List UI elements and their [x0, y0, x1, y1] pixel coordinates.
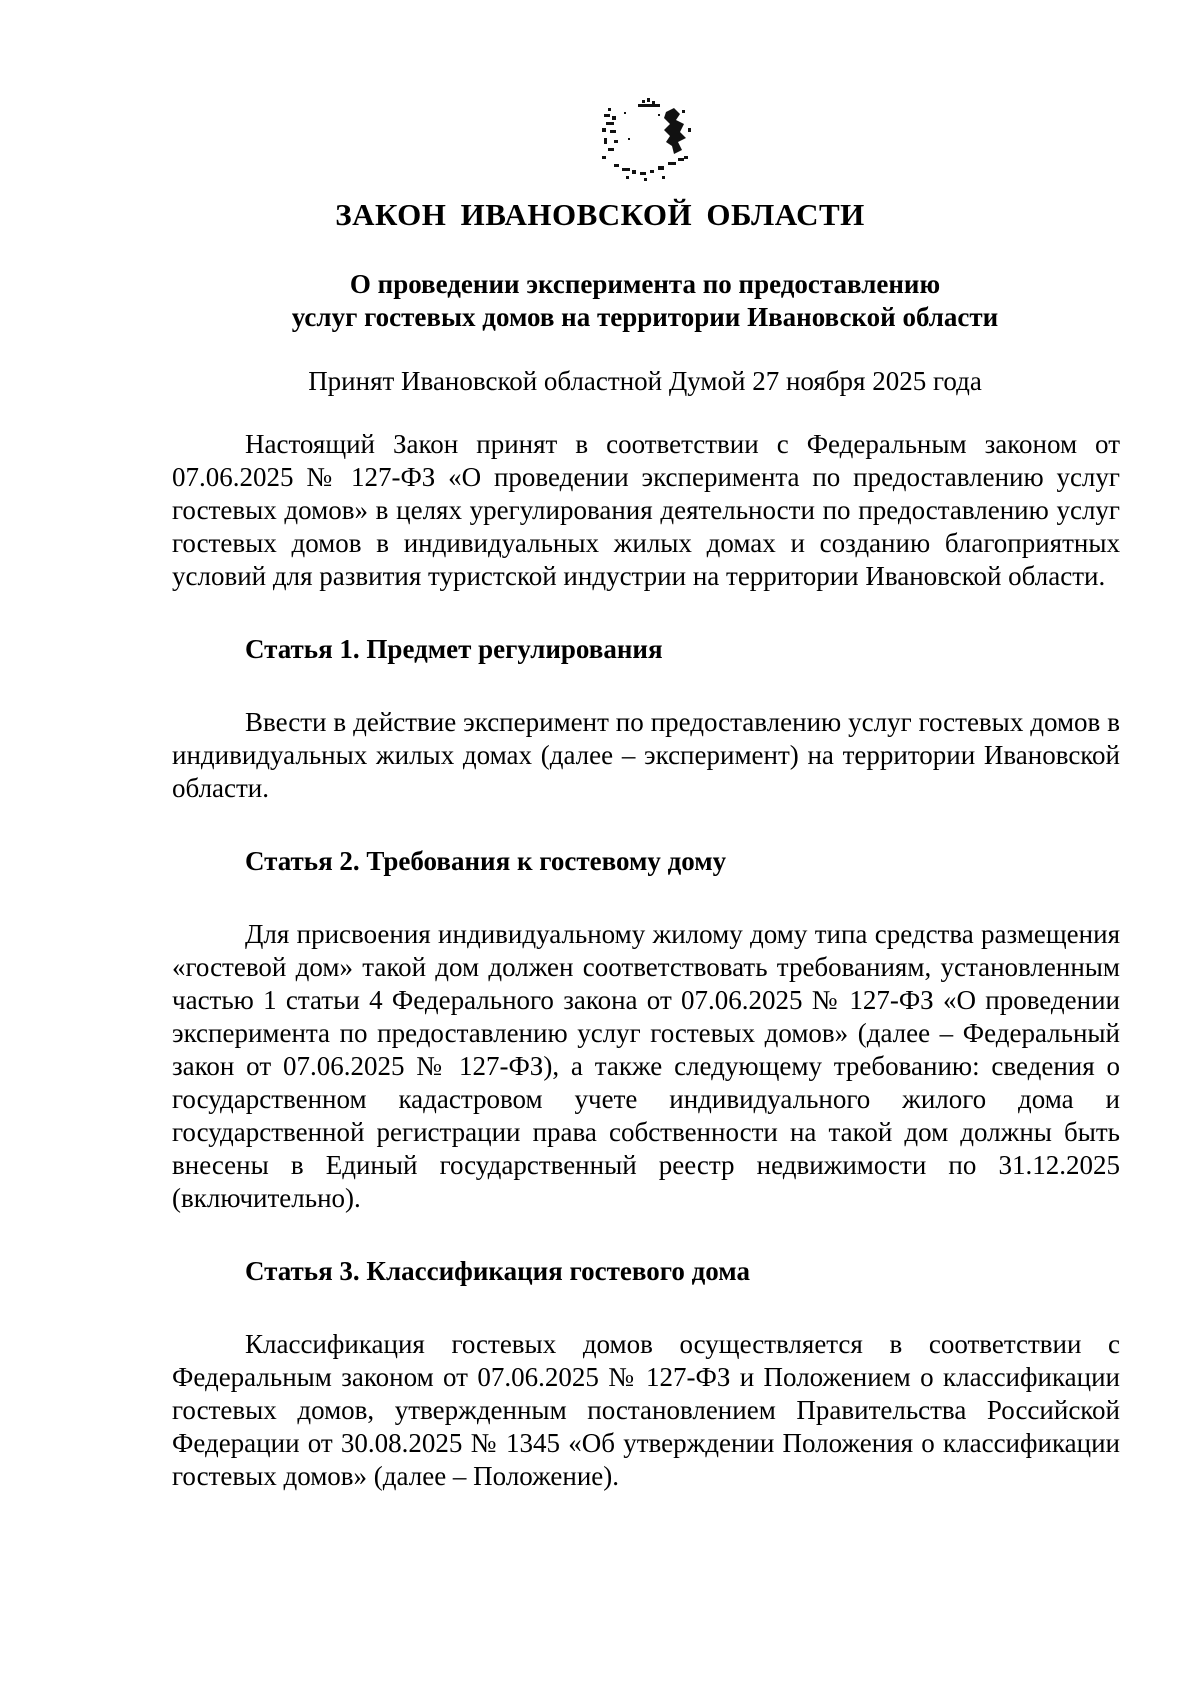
article-1-heading: Статья 1. Предмет регулирования — [245, 634, 663, 664]
document-type-heading: ЗАКОН ИВАНОВСКОЙ ОБЛАСТИ — [335, 197, 865, 232]
article-3-heading: Статья 3. Классификация гостевого дома — [245, 1256, 750, 1286]
coat-of-arms-emblem-icon — [600, 98, 696, 184]
document-title-line-1: О проведении эксперимента по предоставлению — [349, 269, 941, 299]
article-2-text: Для присвоения индивидуальному жилому дому типа средства размещения «гостевой дом» такой дом должен соответствовать требованиям, установленным частью 1 статьи 4 Федерального закона от 07.06.2025 № 127-ФЗ «О проведении эксперимента по предоставлению услуг гостевых домов» (далее – Федеральный закон от 07.06.2025 № 127-ФЗ), а также следующему требованию: сведения о государственном кадастровом учете индивидуального жилого дома и государственной регистрации права собственности на такой дом должны быть внесены в Единый государственный реестр недвижимости по 31.12.2025 (включительно). — [172, 919, 1120, 1213]
document-title-line-2: услуг гостевых домов на территории Ивановской области — [291, 302, 999, 332]
document-body — [172, 428, 1120, 1493]
article-1-text: Ввести в действие эксперимент по предоставлению услуг гостевых домов в индивидуальных жилых домах (далее – эксперимент) на территории Ивановской области. — [172, 707, 1120, 803]
article-3-text: Классификация гостевых домов осуществляется в соответствии с Федеральным законом от 07.06.2025 № 127-ФЗ и Положением о классификации гостевых домов, утвержденным постановлением Правительства Российской Федерации от 30.08.2025 № 1345 «Об утверждении Положения о классификации гостевых домов» (далее – Положение). — [172, 1329, 1120, 1491]
article-2-heading: Статья 2. Требования к гостевому дому — [245, 846, 727, 876]
adoption-statement: Принят Ивановской областной Думой 27 ноября 2025 года — [308, 366, 982, 396]
document-title — [140, 268, 1150, 334]
preamble-paragraph: Настоящий Закон принят в соответствии с Федеральным законом от 07.06.2025 № 127-ФЗ «О проведении эксперимента по предоставлению услуг гостевых домов» в целях урегулирования деятельности по предоставлению услуг гостевых домов в индивидуальных жилых домах и созданию благоприятных условий для развития туристской индустрии на территории Ивановской области. — [172, 429, 1120, 591]
